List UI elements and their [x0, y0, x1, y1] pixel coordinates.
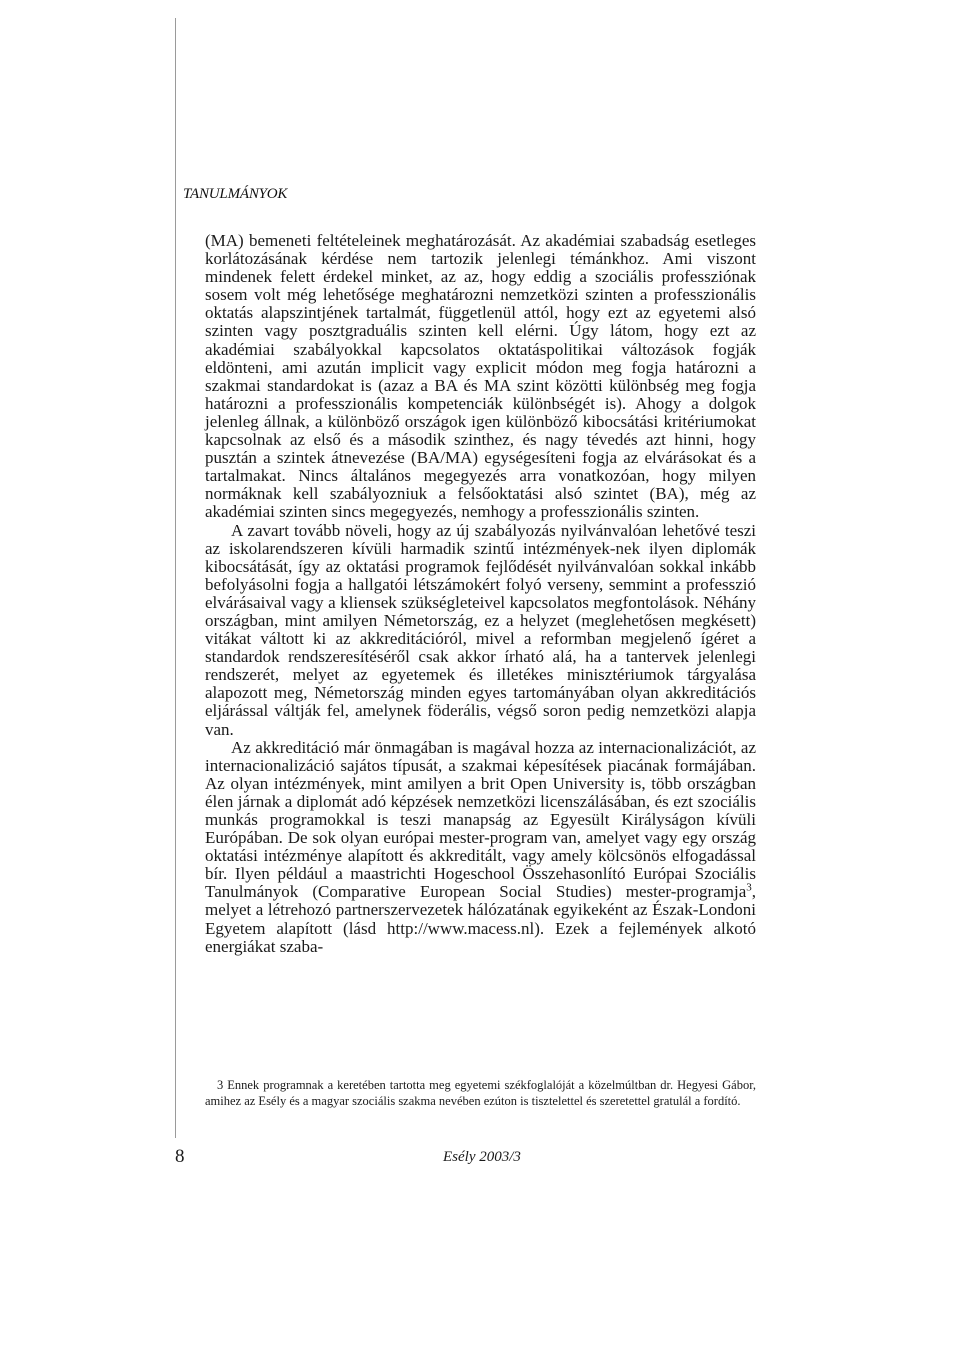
paragraph-text: Az akkreditáció már önmagában is magával hozza az internacionalizációt, az internacionalizáció sajátos típusát, a szakmai képesítések piacának formájában. Az olyan intézmények, mint amilyen a brit Open University is, több országban élen járnak a diplomát adó képzések nemzetközi licenszálásában, és ezt szociális munkás programokkal is teszi manapság az Egyesült Királyságon kívüli Európában. De sok olyan európai mester-program van, amelyet vagy egy ország oktatási intézménye alapított és akkreditált, vagy amely kölcsönös elfogadással bír. Ilyen például a maastrichti Hogeschool Összehasonlító Európai Szociális Tanulmányok (Comparative European Social Studies) mester-programja	[205, 737, 756, 902]
section-label: TANULMÁNYOK	[183, 186, 288, 202]
article-body	[205, 232, 756, 956]
footnote	[205, 1078, 756, 1109]
journal-issue: Esély 2003/3	[443, 1149, 521, 1165]
paragraph	[205, 739, 756, 956]
page-number: 8	[175, 1146, 185, 1167]
paragraph: (MA) bemeneti feltételeinek meghatározását. Az akadémiai szabadság esetleges korlátozásának kérdése nem tartozik jelenlegi témánkhoz. Ami viszont mindenek felett érdekel minket, az az, hogy eddig a szociális professziónak sosem volt még lehetősége meghatározni nemzetközi szinten a professzionális oktatás alapszintjének tartalmát, függetlenül attól, hogy ezt az egyetemi alsó szinten vagy posztgraduális szinten kell elérni. Úgy látom, hogy ezt az akadémiai szabályokkal kapcsolatos oktatáspolitikai változások fogják eldönteni, ami azután implicit vagy explicit módon meg fogja határozni a szakmai standardokat is (azaz a BA és MA szint közötti különbség meg fogja határozni a professzionális kompetenciák különbségét is). Ahogy a dolgok jelenleg állnak, a különböző országok igen különböző kibocsátási kritériumokat kapcsolnak az első és a második szinthez, és nagy tévedés azt hinni, hogy pusztán a szintek átnevezése (BA/MA) egységesíteni fogja az elvárásokat és a tartalmakat. Nincs általános megegyezés arra vonatkozóan, hogy milyen normáknak kell szabályozniuk a felsőoktatási alsó szintet (BA), még az akadémiai szinten sincs megegyezés, nemhogy a professzionális szinten.	[205, 231, 756, 522]
paragraph-text: , melyet a létrehozó partnerszervezetek hálózatának egyikeként az Észak-Londoni Egyetem alapított (lásd http://www.macess.nl). Ezek a fejlemények alkotó energiákat szaba-	[205, 882, 756, 956]
footnote-reference: 3	[746, 881, 752, 894]
footnote-number: 3	[217, 1078, 224, 1092]
margin-rule	[175, 18, 176, 1138]
footnote-text: Ennek programnak a keretében tartotta meg egyetemi székfoglalóját a közelmúltban dr. Hegyesi Gábor, amihez az Esély és a magyar szociális szakma nevében ezúton is tisztelettel és szeretettel gratulál a fordító.	[205, 1078, 756, 1108]
paragraph: A zavart tovább növeli, hogy az új szabályozás nyilvánvalóan lehetővé teszi az iskolarendszeren kívüli harmadik szintű intézmények-nek ilyen diplomák kibocsátását, így az oktatási programok fejlődését nyilvánvalóan sokkal inkább befolyásolni fogja a hallgatói létszámokért folyó verseny, semmint a professzió elvárásaival vagy a kliensek szükségleteivel kapcsolatos megfontolások. Néhány országban, mint amilyen Németország, ez a helyzet (meglehetősen megkésett) vitákat váltott ki az akkreditációról, mivel a reformban megjelenő ígéret a standardok rendszeresítéséről csak akkor írható alá, ha a tantervek jelenlegi rendszerét, melyet az egyetemek és illetékes minisztériumok tárgyalása alapozott meg, Németország minden egyes tartományában olyan akkreditációs eljárással váltják fel, amelynek föderális, végső soron pedig nemzetközi alapja van.	[205, 520, 756, 739]
